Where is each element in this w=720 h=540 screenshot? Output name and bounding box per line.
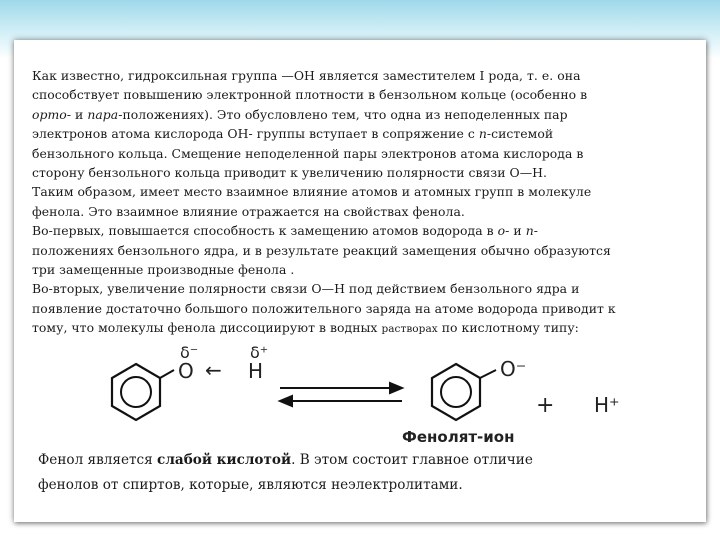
text-line: фенола. Это взаимное влияние отражается на свойствах фенола. [32,203,465,219]
main-paragraph [32,66,692,337]
conclusion-line: Фенол является слабой кислотой. В этом состоит главное отличие [38,452,533,468]
text-line: орто- и пара-положениях). Это обусловлено тем, что одна из неподеленных пар [32,106,568,122]
conclusion-line: фенолов от спиртов, которые, являются неэлектролитами. [38,477,463,493]
text-line: тому, что молекулы фенола диссоциируют в водных растворах по кислотному типу: [32,320,579,336]
proton-label: H⁺ [594,393,620,417]
oxygen-label: O [178,359,194,383]
text-line: бензольного кольца. Смещение неподеленной пары электронов атома кислорода в [32,145,584,161]
ortho-term: орто [32,106,67,122]
delta-minus-label: δ⁻ [180,346,199,362]
plus-sign: + [536,393,555,418]
delta-plus-label: δ⁺ [250,346,269,362]
text-line: электронов атома кислорода ОН- группы вступает в сопряжение с п-системой [32,126,554,142]
conclusion-text [38,448,678,498]
equilibrium-arrows [280,383,402,406]
text-line: Таким образом, имеет место взаимное влияние атомов и атомных групп в молекуле [32,184,592,200]
phenolate-oxygen-label: O⁻ [500,357,527,381]
weak-acid-term: слабой кислотой [157,452,292,468]
phenol-dissociation-scheme [90,346,670,446]
text-line: сторону бензольного кольца приводит к увеличению полярности связи О—Н. [32,164,548,180]
text-line: три замещенные производные фенола . [32,261,295,277]
hydrogen-label: H [248,359,264,383]
para-term: пара [87,106,119,122]
bond-line [480,370,496,378]
bond-line [160,370,174,378]
text-line: Во-вторых, увеличение полярности связи О—Н под действием бензольного ядра и [32,281,580,297]
text-line: положениях бензольного ядра, и в результате реакций замещения обычно образуются [32,242,611,258]
phenolate-ion-label: Фенолят-ион [402,428,515,446]
text-line: способствует повышению электронной плотности в бензольном кольце (особенно в [32,87,588,103]
benzene-ring-phenol [112,364,160,420]
shift-arrow-label: ← [205,358,222,382]
benzene-ring-phenolate [432,364,480,420]
text-line: появление достаточно большого положительного заряда на атоме водорода приводит к [32,300,616,316]
text-line: Как известно, гидроксильная группа —OH является заместителем I рода, т. е. она [32,68,581,83]
text-line: Во-первых, повышается способность к замещению атомов водорода в о- и п- [32,223,538,239]
